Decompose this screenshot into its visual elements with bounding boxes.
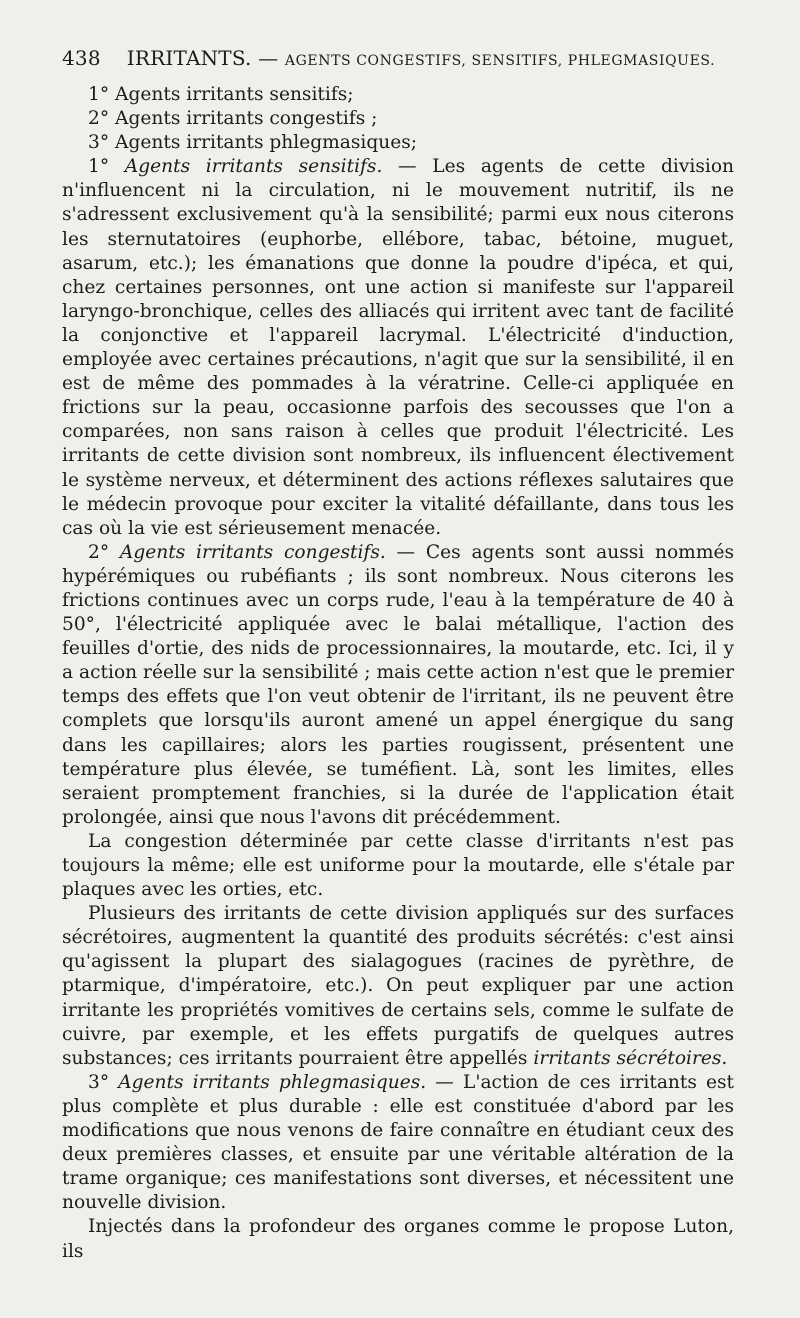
para-text: — L'action de ces irritants est plus complète et plus durable : elle est constituée d'abord par les modifications que nous venons de faire connaître en étudiant ceux des deux premières classes, et ensuite par une véritable altération de la trame organique; ces manifestations sont diverses, et nécessitent une nouvelle division. — [62, 1071, 734, 1214]
paragraph-secretoires — [62, 902, 734, 1071]
para-prefix: 3° — [88, 1071, 119, 1093]
para-prefix: 2° — [88, 541, 120, 563]
para-text: Plusieurs des irritants de cette division appliqués sur des surfaces sécrétoires, augmentent la quantité des produits sécrétés: c'est ainsi qu'agissent la plupart des sialagogues (racines de pyrèthre, de ptarmique, d'impératoire, etc.). On peut expliquer par une action irritante les propriétés vomitives de certains sels, comme le sulfate de cuivre, par exemple, et les effets purgatifs de quelques autres substances; ces irritants pourraient être appellés — [62, 903, 734, 1069]
paragraph-injectes — [62, 1215, 734, 1263]
list-item: 2° Agents irritants congestifs ; — [88, 108, 378, 130]
section-heading: Agents irritants phlegmasiques. — [118, 1071, 427, 1093]
list-item: 3° Agents irritants phlegmasiques; — [88, 132, 418, 154]
section-heading: Agents irritants congestifs. — [119, 541, 386, 563]
page-body — [62, 83, 734, 1264]
page-number: 438 — [62, 46, 101, 70]
list-item: 1° Agents irritants sensitifs; — [88, 84, 354, 105]
paragraph-congestion — [62, 830, 734, 902]
para-prefix: 1° — [88, 156, 125, 178]
para-text: — Les agents de cette division n'influencent ni la circulation, ni le mouvement nutritif, ils ne s'adressent exclusivement qu'à la sensibilité; parmi eux nous citerons les sternutatoires (euphorbe, ellébore, tabac, bétoine, muguet, asarum, etc.); les émanations que donne la poudre d'ipéca, et qui, chez certaines personnes, ont une action si manifeste sur l'appareil laryngo-bronchique, celles des alliacés qui irritent avec tant de facilité la conjonctive et l'appareil lacrymal. L'électricité d'induction, employée avec certaines précautions, n'agit que sur la sensibilité, il en est de même des pommades à la vératrine. Celle-ci appliquée en frictions sur la peau, occasionne parfois des secousses que l'on a comparées, non sans raison à celles que produit l'électricité. Les irritants de cette division sont nombreux, ils influencent électivement le système nerveux, et déterminent des actions réflexes salutaires que le médecin provoque pour exciter la vitalité défaillante, dans tous les cas où la vie est sérieusement menacée. — [62, 156, 734, 539]
header-dash: — — [258, 46, 279, 70]
paragraph-congestifs — [62, 541, 734, 830]
para-text: La congestion déterminée par cette classe d'irritants n'est pas toujours la même; elle est uniforme pour la moutarde, elle s'étale par plaques avec les orties, etc. — [62, 830, 734, 901]
classification-list — [62, 83, 734, 155]
para-text: — Ces agents sont aussi nommés hypérémiques ou rubéfiants ; ils sont nombreux. Nous citerons les frictions continues avec un corps rude, l'eau à la température de 40 à 50°, l'électricité appliquée avec le balai métallique, l'action des feuilles d'ortie, des nids de processionnaires, la moutarde, etc. Ici, il y a action réelle sur la sensibilité ; mais cette action n'est que le premier temps des effets que l'on veut obtenir de l'irritant, ils ne peuvent être complets que lorsqu'ils auront amené un appel énergique du sang dans les capillaires; alors les parties rougissent, présentent une température plus élevée, se tuméfient. Là, sont les limites, elles seraient promptement franchies, si la durée de l'application était prolongée, ainsi que nous l'avons dit précédemment. — [62, 541, 734, 828]
para-text: Injectés dans la profondeur des organes comme le propose Luton, ils — [62, 1216, 734, 1262]
header-subtitle: AGENTS CONGESTIFS, SENSITIFS, PHLEGMASIQUES. — [284, 53, 716, 69]
header-title: IRRITANTS. — [126, 46, 252, 70]
running-header — [62, 46, 742, 70]
paragraph-sensitifs — [62, 155, 734, 541]
section-heading: Agents irritants sensitifs. — [124, 156, 383, 178]
italic-term: irritants sécrétoires. — [533, 1047, 728, 1069]
paragraph-phlegmasiques — [62, 1071, 734, 1216]
